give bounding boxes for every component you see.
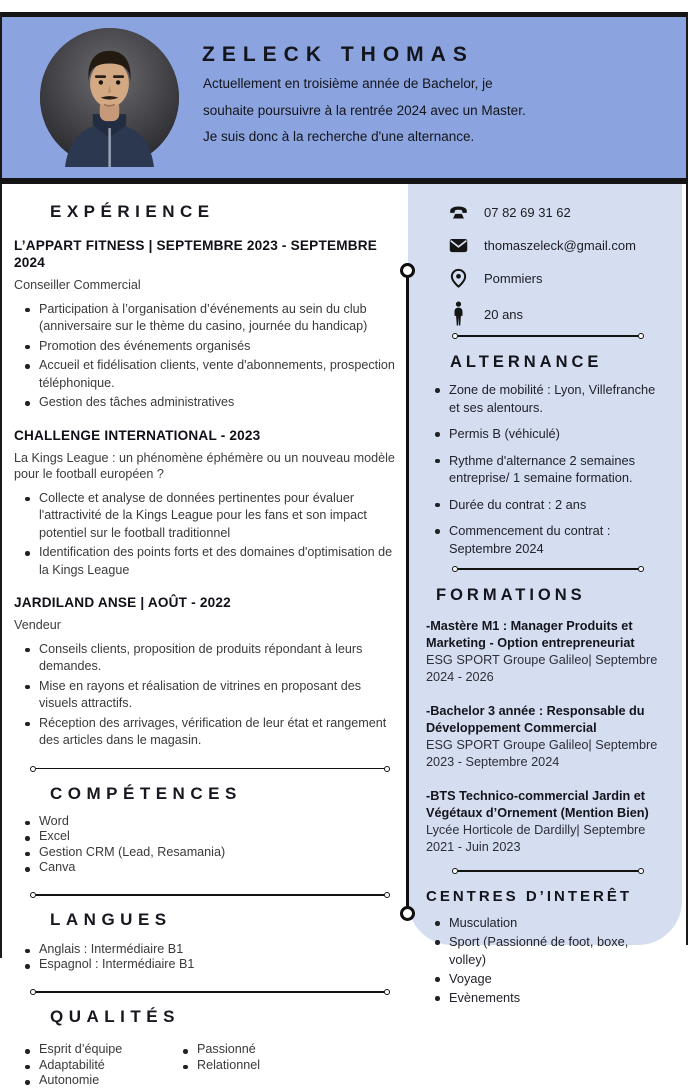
job-bullet-list [24,301,400,412]
section-title-alternance: ALTERNANCE [450,353,603,371]
candidate-name: ZELECK THOMAS [202,43,474,66]
competence-item: Gestion CRM (Lead, Resamania) [24,845,400,861]
job-heading: CHALLENGE INTERNATIONAL - 2023 [14,427,261,443]
divider-end-dot [384,766,390,772]
qualites-columns [14,1035,400,1089]
formation-school: ESG SPORT Groupe Galileo| Septembre 2023 - Septembre 2024 [426,738,658,769]
interet-item: Evènements [434,989,668,1007]
right-panel [408,184,682,1005]
langues-list [24,942,400,973]
qualite-item: Relationnel [182,1058,260,1074]
job-bullet: Collecte et analyse de données pertinentes pour évaluer l'attractivité de la Kings League pour les fans et son impact potentiel sur le football traditionnel [24,490,400,543]
interet-item: Sport (Passionné de foot, boxe, volley) [434,933,668,969]
experience-job [14,237,400,412]
divider-line [36,991,384,993]
summary-line: Actuellement en troisième année de Bachelor, je [203,76,493,91]
alternance-item: Rythme d'alternance 2 semaines entreprise/ 1 semaine formation. [434,452,668,487]
location-icon [448,268,469,289]
section-divider [30,892,390,898]
email-address: thomaszeleck@gmail.com [484,238,636,253]
contact-row-email [448,235,668,256]
panel-connector-line [406,270,409,909]
divider-end-dot [638,333,644,339]
alternance-item: Zone de mobilité : Lyon, Villefranche et ses alentours. [434,381,668,416]
formation-entry [426,618,668,686]
section-title-langues: LANGUES [50,909,172,929]
job-bullet-list [24,641,400,750]
job-bullet: Gestion des tâches administratives [24,394,400,412]
phone-number: 07 82 69 31 62 [484,205,571,220]
formation-entry [426,788,668,856]
interet-item: Musculation [434,914,668,932]
qualite-item: Esprit d’équipe [24,1042,172,1058]
job-subtitle: Conseiller Commercial [14,278,141,292]
qualites-col2 [182,1042,260,1089]
alternance-list [434,381,668,557]
divider-end-dot [638,868,644,874]
job-bullet: Réception des arrivages, vérification de leur état et rangement des articles dans le magasin. [24,715,400,750]
job-subtitle: Vendeur [14,618,61,632]
section-divider [30,989,390,995]
connector-bottom-dot [400,906,415,921]
phone-icon [448,202,469,223]
header-banner [2,17,686,178]
job-subtitle: La Kings League : un phénomène éphémère ou un nouveau modèle pour le football européen ? [14,450,395,481]
job-bullet: Mise en rayons et réalisation de vitrines en proposant des visuels attractifs. [24,678,400,713]
formation-entry [426,703,668,771]
contact-row-age [448,301,668,327]
job-bullet: Conseils clients, proposition de produits répondant à leurs demandes. [24,641,400,676]
divider-end-dot [384,892,390,898]
section-title-interets: CENTRES D’INTERÊT [426,888,633,905]
job-heading: L’APPART FITNESS | SEPTEMBRE 2023 - SEPTEMBRE 2024 [14,238,378,270]
qualites-col1 [24,1042,172,1089]
divider-line [458,870,638,872]
divider-line [36,894,384,896]
section-title-competences: COMPÉTENCES [50,783,242,803]
section-title-formations: FORMATIONS [436,586,586,604]
panel-divider [452,566,644,572]
competence-item: Canva [24,860,400,876]
experience-job [14,427,400,580]
langue-item: Anglais : Intermédiaire B1 [24,942,400,958]
divider-end-dot [384,989,390,995]
formation-degree: -BTS Technico-commercial Jardin et Végétaux d’Ornement (Mention Bien) [426,789,649,820]
left-column [14,190,400,1089]
contact-row-phone [448,202,668,223]
panel-divider [452,333,644,339]
job-bullet-list [24,490,400,580]
job-bullet: Accueil et fidélisation clients, vente d'abonnements, prospection téléphonique. [24,357,400,392]
formation-school: ESG SPORT Groupe Galileo| Septembre 2024 - 2026 [426,653,658,684]
qualite-item: Adaptabilité [24,1058,172,1074]
summary-line: souhaite poursuivre à la rentrée 2024 avec un Master. [203,102,526,118]
competence-item: Word [24,814,400,830]
alternance-item: Permis B (véhiculé) [434,425,668,443]
divider-line [458,568,638,570]
competence-item: Excel [24,829,400,845]
experience-job [14,594,400,750]
connector-top-dot [400,263,415,278]
job-bullet: Identification des points forts et des domaines d'optimisation de la Kings League [24,544,400,579]
divider-line [458,335,638,337]
formation-school: Lycée Horticole de Dardilly| Septembre 2021 - Juin 2023 [426,823,646,854]
job-bullet: Promotion des événements organisés [24,338,400,356]
alternance-item: Commencement du contrat : Septembre 2024 [434,522,668,557]
age-text: 20 ans [484,306,524,322]
job-heading: JARDILAND ANSE | AOÛT - 2022 [14,595,231,610]
location-city: Pommiers [484,271,543,286]
section-divider [30,766,390,772]
contact-row-location [448,268,668,289]
interets-list [434,914,668,1007]
section-title-qualites: QUALITÉS [50,1007,180,1027]
job-bullet: Participation à l’organisation d’événements au sein du club (anniversaire sur le thème du casino, journée du handicap) [24,301,400,336]
qualite-item: Autonomie [24,1073,172,1089]
formations-block [426,618,668,856]
langue-item: Espagnol : Intermédiaire B1 [24,957,400,973]
formation-degree: -Bachelor 3 année : Responsable du Développement Commercial [426,704,645,735]
email-icon [448,235,469,256]
interet-item: Voyage [434,970,668,988]
section-title-experience: EXPÉRIENCE [50,202,215,221]
panel-divider [452,868,644,874]
qualite-item: Passionné [182,1042,260,1058]
profile-photo [40,28,179,167]
formation-degree: -Mastère M1 : Manager Produits et Marketing - Option entrepreneuriat [426,619,635,650]
divider-end-dot [638,566,644,572]
summary-line: Je suis donc à la recherche d'une alternance. [203,129,475,144]
competences-list [24,814,400,876]
portrait-illustration [40,28,179,167]
profile-summary [203,71,526,151]
person-icon [448,301,469,327]
alternance-item: Durée du contrat : 2 ans [434,496,668,514]
divider-line [36,768,384,770]
